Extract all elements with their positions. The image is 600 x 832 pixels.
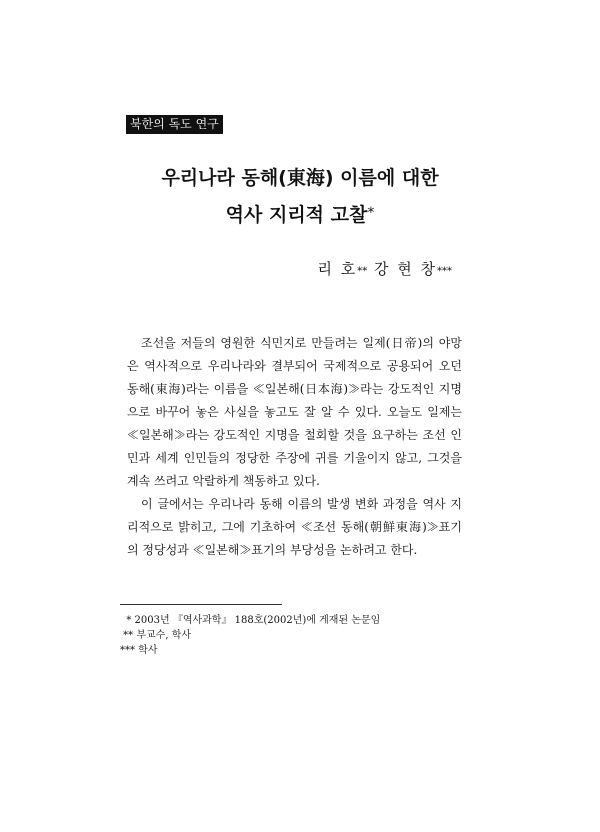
body-text [127,332,462,562]
author-line [317,258,452,279]
footnote-item: *** 학사 [120,645,158,656]
footnote-item: ** 부교수, 학사 [120,630,192,641]
body-paragraph: 이 글에서는 우리나라 동해 이름의 발생 변화 과정을 역사 지리적으로 밝히고, 그에 기초하여 ≪조선 동해(朝鮮東海)≫표기의 정당성과 ≪일본해≫표기의 부당성을 논하려고 한다. [127,497,462,557]
paper-title-line-1 [0,166,600,190]
author-1-name: 리 호 [317,260,358,278]
footnote-divider [120,604,282,605]
title-footnote-mark: * [367,205,375,221]
footnotes [120,613,380,658]
footnote-item: * 2003년 『역사과학』 188호(2002년)에 게재된 논문임 [120,615,381,626]
body-paragraph: 조선을 저들의 영원한 식민지로 만들려는 일제(日帝)의 야망은 역사적으로 우리나라와 결부되어 국제적으로 공용되어 오던 동해(東海)라는 이름을 ≪일본해(日本海)≫라는 강도적인 지명으로 바꾸어 놓은 사실을 놓고도 잘 알 수 있다. 오늘도 일제는 ≪일본해≫라는 강도적인 지명을 철회할 것을 요구하는 조선 인민과 세계 인민들의 정당한 주장에 귀를 기울이지 않고, 그것을 계속 쓰려고 악랄하게 책동하고 있다. [127,336,462,488]
series-tag: 북한의 독도 연구 [126,115,223,134]
title-line-1-text: 우리나라 동해(東海) 이름에 대한 [161,167,439,189]
author-2-name: 강 현 창 [373,260,437,278]
author-1-footnote-mark: ** [357,266,368,277]
paper-title-line-2 [0,201,600,227]
title-line-2-text: 역사 지리적 고찰 [225,204,368,226]
author-2-footnote-mark: *** [437,266,452,277]
